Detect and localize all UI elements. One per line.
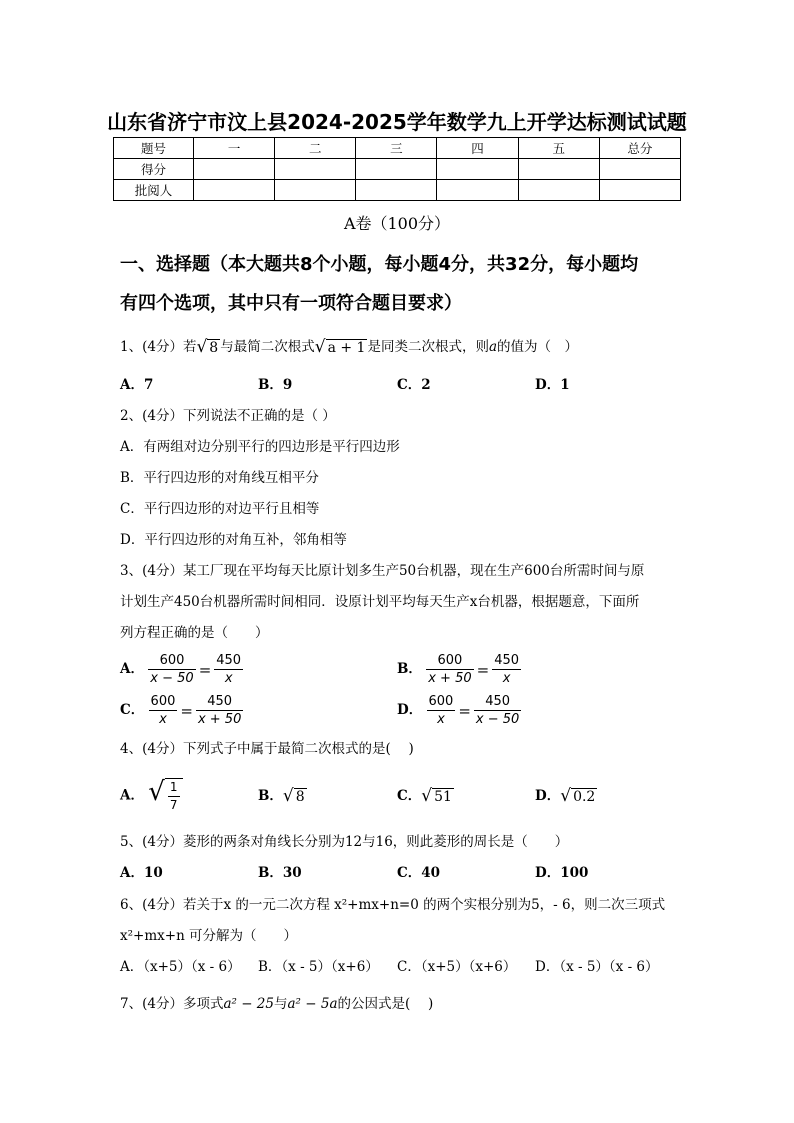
table-cell: 批阅人 bbox=[114, 180, 194, 201]
grader-entry-cell bbox=[356, 180, 437, 201]
grader-entry-cell bbox=[599, 180, 680, 201]
denominator: x + 50 bbox=[197, 712, 242, 727]
sqrt bbox=[283, 786, 307, 807]
table-cell: 三 bbox=[356, 138, 437, 159]
option-label: C． bbox=[397, 788, 422, 804]
numerator: 450 bbox=[216, 653, 242, 668]
denominator: x bbox=[437, 712, 445, 727]
fraction bbox=[214, 652, 243, 687]
radicand: 51 bbox=[434, 789, 452, 805]
score-entry-cell bbox=[356, 159, 437, 180]
fraction bbox=[148, 652, 195, 687]
fraction bbox=[427, 693, 456, 728]
q1-var: a bbox=[488, 339, 498, 355]
question-3-line3: 列方程正确的是（ ） bbox=[120, 625, 269, 641]
question-6-line1: 6、(4分）若关于x 的一元二次方程 x²+mx+n=0 的两个实根分别为5，- 6，则二次三项式 bbox=[120, 897, 666, 913]
grader-entry-cell bbox=[518, 180, 599, 201]
sqrt-a-plus-1 bbox=[315, 337, 368, 358]
radical-sign: √ bbox=[421, 786, 433, 806]
score-table bbox=[113, 137, 681, 201]
grader-entry-cell bbox=[194, 180, 275, 201]
score-entry-cell bbox=[599, 159, 680, 180]
equals-sign: = bbox=[198, 660, 212, 679]
q7-mid: 与 bbox=[274, 996, 288, 1012]
q1-mid: 与最简二次根式 bbox=[220, 339, 315, 355]
question-3-line1: 3、(4分）某工厂现在平均每天比原计划多生产50台机器，现在生产600台所需时间与原 bbox=[120, 563, 645, 579]
question-1-stem bbox=[120, 337, 578, 358]
q6-option-a: A．（x+5）（x - 6） bbox=[120, 959, 241, 975]
question-2-stem: 2、(4分）下列说法不正确的是（ ） bbox=[120, 408, 336, 424]
numerator: 600 bbox=[426, 652, 473, 670]
sqrt bbox=[421, 786, 454, 807]
table-cell: 二 bbox=[275, 138, 356, 159]
score-entry-cell bbox=[275, 159, 356, 180]
table-cell: 得分 bbox=[114, 159, 194, 180]
fraction bbox=[426, 652, 473, 687]
radicand bbox=[165, 778, 183, 814]
denominator: x bbox=[502, 671, 511, 686]
q3-option-d bbox=[397, 693, 521, 728]
numerator: 450 bbox=[494, 653, 520, 668]
fraction bbox=[474, 693, 521, 728]
option-label: C． bbox=[120, 702, 145, 718]
radical-sign: √ bbox=[314, 337, 326, 357]
fraction bbox=[492, 652, 521, 687]
radical-sign: √ bbox=[282, 786, 294, 806]
q5-option-d: D．100 bbox=[535, 865, 589, 881]
question-6-line2: x²+mx+n 可分解为（ ） bbox=[120, 928, 298, 944]
q3-option-c bbox=[120, 693, 243, 728]
numerator: 450 bbox=[196, 693, 243, 711]
q3-option-b bbox=[397, 652, 521, 687]
fraction bbox=[168, 779, 180, 814]
table-row bbox=[114, 138, 681, 159]
q2-option-c: C．平行四边形的对边平行且相等 bbox=[120, 501, 320, 517]
option-label: A． bbox=[120, 787, 144, 804]
grader-entry-cell bbox=[275, 180, 356, 201]
score-entry-cell bbox=[437, 159, 518, 180]
q7-expression-1: a² − 25 bbox=[223, 996, 274, 1012]
q5-option-b: B．30 bbox=[258, 865, 302, 881]
q3-option-a bbox=[120, 652, 243, 687]
table-cell: 一 bbox=[194, 138, 275, 159]
numerator: 600 bbox=[428, 694, 454, 709]
q6-option-d: D．（x - 5）（x - 6） bbox=[535, 959, 659, 975]
table-cell: 五 bbox=[518, 138, 599, 159]
grader-entry-cell bbox=[437, 180, 518, 201]
score-entry-cell bbox=[518, 159, 599, 180]
q1-post2: 的值为（ ） bbox=[497, 339, 579, 355]
q1-prefix: 1、(4分）若 bbox=[120, 339, 197, 355]
equals-sign: = bbox=[180, 701, 193, 720]
table-row bbox=[114, 159, 681, 180]
section-heading-line2: 有四个选项，其中只有一项符合题目要求） bbox=[120, 293, 462, 314]
table-cell: 总分 bbox=[599, 138, 680, 159]
q6-option-c: C．（x+5）（x+6） bbox=[397, 959, 517, 975]
fraction bbox=[149, 693, 178, 728]
option-label: B． bbox=[397, 661, 422, 677]
numerator: 450 bbox=[474, 693, 521, 711]
numerator: 600 bbox=[148, 652, 195, 670]
sqrt bbox=[560, 786, 597, 807]
q5-option-a: A．10 bbox=[120, 865, 163, 881]
score-entry-cell bbox=[194, 159, 275, 180]
denominator: x bbox=[159, 712, 167, 727]
question-7-stem bbox=[120, 994, 433, 1014]
q1-option-d: D．1 bbox=[535, 377, 570, 393]
q7-suffix: 的公因式是( ) bbox=[337, 996, 434, 1012]
volume-heading: A卷（100分） bbox=[343, 214, 451, 233]
question-4-stem: 4、(4分）下列式子中属于最简二次根式的是( ) bbox=[120, 741, 414, 757]
equals-sign: = bbox=[458, 701, 471, 720]
q1-option-c: C．2 bbox=[397, 377, 431, 393]
question-5-stem: 5、(4分）菱形的两条对角线长分别为12与16，则此菱形的周长是（ ） bbox=[120, 834, 569, 850]
radicand: a + 1 bbox=[327, 340, 366, 356]
q2-option-b: B．平行四边形的对角线互相平分 bbox=[120, 470, 319, 486]
q4-option-a bbox=[120, 778, 183, 814]
q1-option-a: A．7 bbox=[120, 377, 154, 393]
table-row bbox=[114, 180, 681, 201]
q4-option-d bbox=[535, 786, 597, 807]
option-label: A． bbox=[120, 661, 144, 677]
q7-expression-2: a² − 5a bbox=[287, 996, 338, 1012]
table-cell: 四 bbox=[437, 138, 518, 159]
page-title: 山东省济宁市汶上县2024-2025学年数学九上开学达标测试试题 bbox=[107, 110, 687, 134]
option-label: D． bbox=[535, 788, 561, 804]
radical-sign: √ bbox=[560, 786, 572, 806]
sqrt-8 bbox=[196, 337, 220, 358]
option-label: D． bbox=[397, 702, 423, 718]
table-cell: 题号 bbox=[114, 138, 194, 159]
q1-option-b: B．9 bbox=[258, 377, 293, 393]
q1-post1: 是同类二次根式，则 bbox=[367, 339, 489, 355]
numerator: 600 bbox=[150, 694, 176, 709]
denominator: x − 50 bbox=[475, 712, 520, 727]
q4-option-c bbox=[397, 786, 454, 807]
equals-sign: = bbox=[476, 660, 490, 679]
denominator: x − 50 bbox=[150, 671, 194, 686]
q2-option-d: D．平行四边形的对角互补，邻角相等 bbox=[120, 532, 347, 548]
radicand: 8 bbox=[209, 340, 219, 356]
denominator: x + 50 bbox=[428, 671, 472, 686]
fraction bbox=[196, 693, 243, 728]
sqrt-fraction bbox=[148, 778, 182, 814]
radical-sign: √ bbox=[196, 337, 208, 357]
q6-option-b: B．（x - 5）（x+6） bbox=[258, 959, 379, 975]
question-3-line2: 计划生产450台机器所需时间相同．设原计划平均每天生产x台机器，根据题意，下面所 bbox=[120, 594, 640, 610]
q4-option-b bbox=[258, 786, 307, 807]
denominator: x bbox=[224, 671, 233, 686]
radical-sign: √ bbox=[148, 777, 165, 807]
radicand: 0.2 bbox=[573, 789, 596, 805]
option-label: B． bbox=[258, 788, 283, 804]
denominator: 7 bbox=[169, 798, 178, 812]
q5-option-c: C．40 bbox=[397, 865, 441, 881]
section-heading-line1: 一、选择题（本大题共8个小题，每小题4分，共32分，每小题均 bbox=[120, 254, 639, 275]
radicand: 8 bbox=[295, 789, 305, 805]
q7-prefix: 7、(4分）多项式 bbox=[120, 996, 224, 1012]
numerator: 1 bbox=[168, 779, 180, 797]
q2-option-a: A．有两组对边分别平行的四边形是平行四边形 bbox=[120, 439, 400, 455]
